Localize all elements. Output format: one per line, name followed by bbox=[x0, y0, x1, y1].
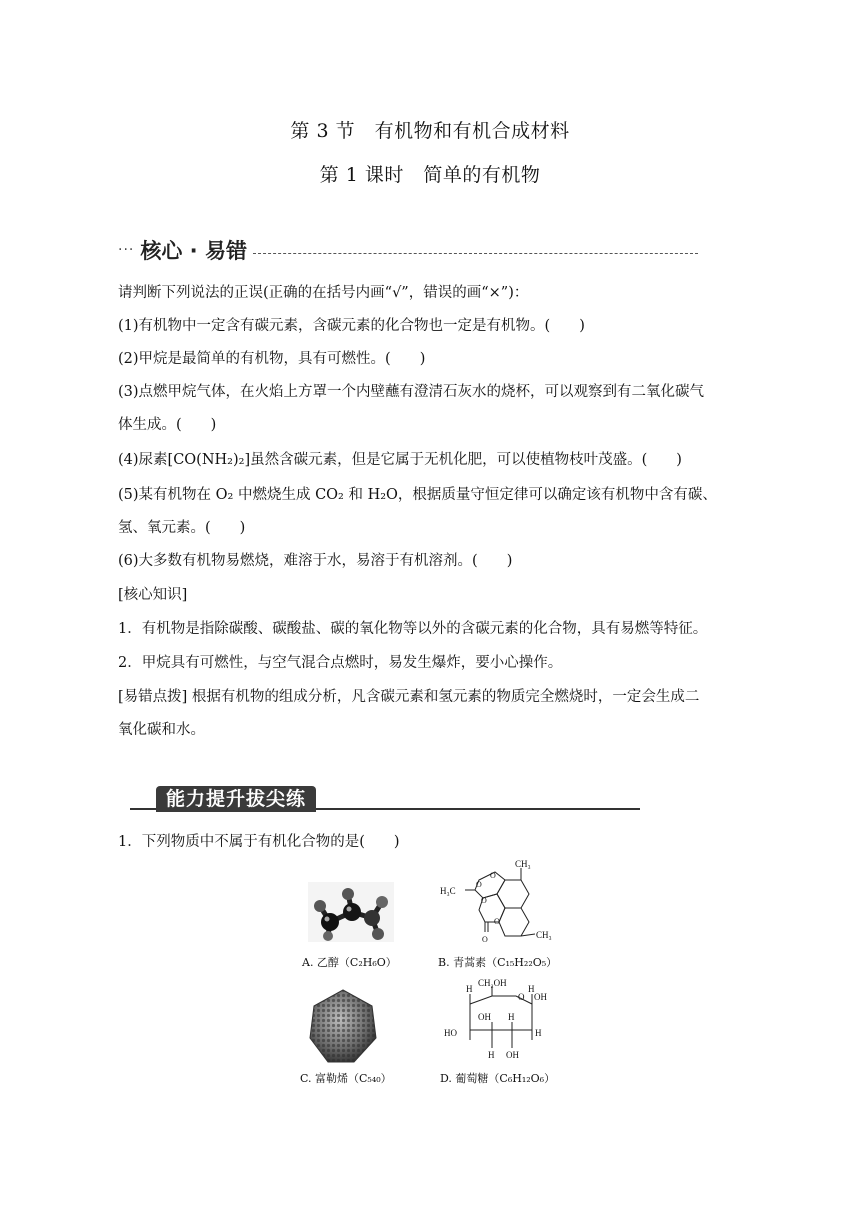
knowledge-label: [核心知识] bbox=[118, 587, 188, 603]
glucose-structure bbox=[440, 978, 570, 1070]
d-h-right-top: H bbox=[528, 984, 535, 994]
molecule-figure bbox=[290, 858, 580, 1088]
section-heading-core bbox=[118, 234, 698, 266]
d-ho-left: HO bbox=[444, 1028, 457, 1038]
d-h-bottom-left: H bbox=[488, 1050, 495, 1060]
heading-dots: ··· bbox=[118, 242, 135, 258]
d-h-left-top: H bbox=[466, 984, 473, 994]
d-oh-bottom-right: OH bbox=[506, 1050, 519, 1060]
d-o-ring-label: O bbox=[518, 992, 525, 1002]
option-d-caption: D. 葡萄糖（C₆H₁₂O₆） bbox=[440, 1072, 556, 1085]
question-item-4: (4)尿素[CO(NH₂)₂]虽然含碳元素，但是它属于无机化肥，可以使植物枝叶茂盛。( ) bbox=[118, 452, 682, 468]
d-oh-right-top: OH bbox=[534, 992, 547, 1002]
question-item-3-cont: 体生成。( ) bbox=[118, 417, 217, 433]
artemisinin-structure bbox=[435, 858, 575, 950]
heading-dashed-rule bbox=[253, 253, 698, 254]
question-item-5-cont: 氢、氧元素。( ) bbox=[118, 520, 246, 536]
b-o-ring: O bbox=[481, 896, 487, 905]
knowledge-point-1: 1．有机物是指除碳酸、碳酸盐、碳的氧化物等以外的含碳元素的化合物，具有易燃等特征。 bbox=[118, 621, 708, 637]
instruction-text: 请判断下列说法的正误(正确的在括号内画“√”，错误的画“×”)： bbox=[118, 285, 529, 301]
mc-question-1: 1．下列物质中不属于有机化合物的是( ) bbox=[118, 834, 400, 850]
b-h3c-label: H₃C bbox=[440, 886, 456, 896]
section-heading-label: 核心 · 易错 bbox=[140, 239, 247, 263]
page-title: 第 3 节 有机物和有机合成材料 bbox=[290, 120, 570, 142]
b-o-peroxide-1: O bbox=[476, 880, 482, 889]
question-item-3: (3)点燃甲烷气体，在火焰上方罩一个内壁蘸有澄清石灰水的烧杯，可以观察到有二氧化碳气 bbox=[118, 384, 705, 400]
d-ch2oh-label: CH₂OH bbox=[478, 978, 507, 988]
fullerene-model-image bbox=[306, 988, 380, 1066]
option-b-caption: B. 青蒿素（C₁₅H₂₂O₅） bbox=[438, 956, 558, 969]
d-h-mid-right: H bbox=[508, 1012, 515, 1022]
question-item-1: (1)有机物中一定含有碳元素，含碳元素的化合物也一定是有机物。( ) bbox=[118, 318, 585, 334]
option-c-caption: C. 富勒烯（C₅₄₀） bbox=[300, 1072, 392, 1085]
section-banner-ability bbox=[130, 786, 640, 816]
b-ch3-top-label: CH₃ bbox=[515, 859, 531, 869]
question-item-5: (5)某有机物在 O₂ 中燃烧生成 CO₂ 和 H₂O，根据质量守恒定律可以确定该有机物中含有碳、 bbox=[118, 487, 717, 503]
d-oh-mid-left: OH bbox=[478, 1012, 491, 1022]
d-h-right-bottom: H bbox=[535, 1028, 542, 1038]
error-tip-line1: [易错点拨] 根据有机物的组成分析，凡含碳元素和氢元素的物质完全燃烧时，一定会生成二 bbox=[118, 689, 700, 705]
b-o-carbonyl: O bbox=[482, 935, 488, 944]
b-ch3-right-label: CH₃ bbox=[536, 930, 552, 940]
b-o-lactone: O bbox=[494, 917, 500, 926]
banner-label: 能力提升拔尖练 bbox=[156, 786, 316, 812]
question-item-6: (6)大多数有机物易燃烧，难溶于水，易溶于有机溶剂。( ) bbox=[118, 553, 513, 569]
b-o-peroxide-2: O bbox=[490, 871, 496, 880]
option-a-caption: A. 乙醇（C₂H₆O） bbox=[302, 956, 397, 969]
ethanol-model-image bbox=[308, 882, 394, 942]
knowledge-point-2: 2．甲烷具有可燃性，与空气混合点燃时，易发生爆炸，要小心操作。 bbox=[118, 655, 563, 671]
question-item-2: (2)甲烷是最简单的有机物，具有可燃性。( ) bbox=[118, 351, 426, 367]
page-subtitle: 第 1 课时 简单的有机物 bbox=[319, 164, 541, 186]
error-tip-line2: 氧化碳和水。 bbox=[118, 722, 205, 738]
